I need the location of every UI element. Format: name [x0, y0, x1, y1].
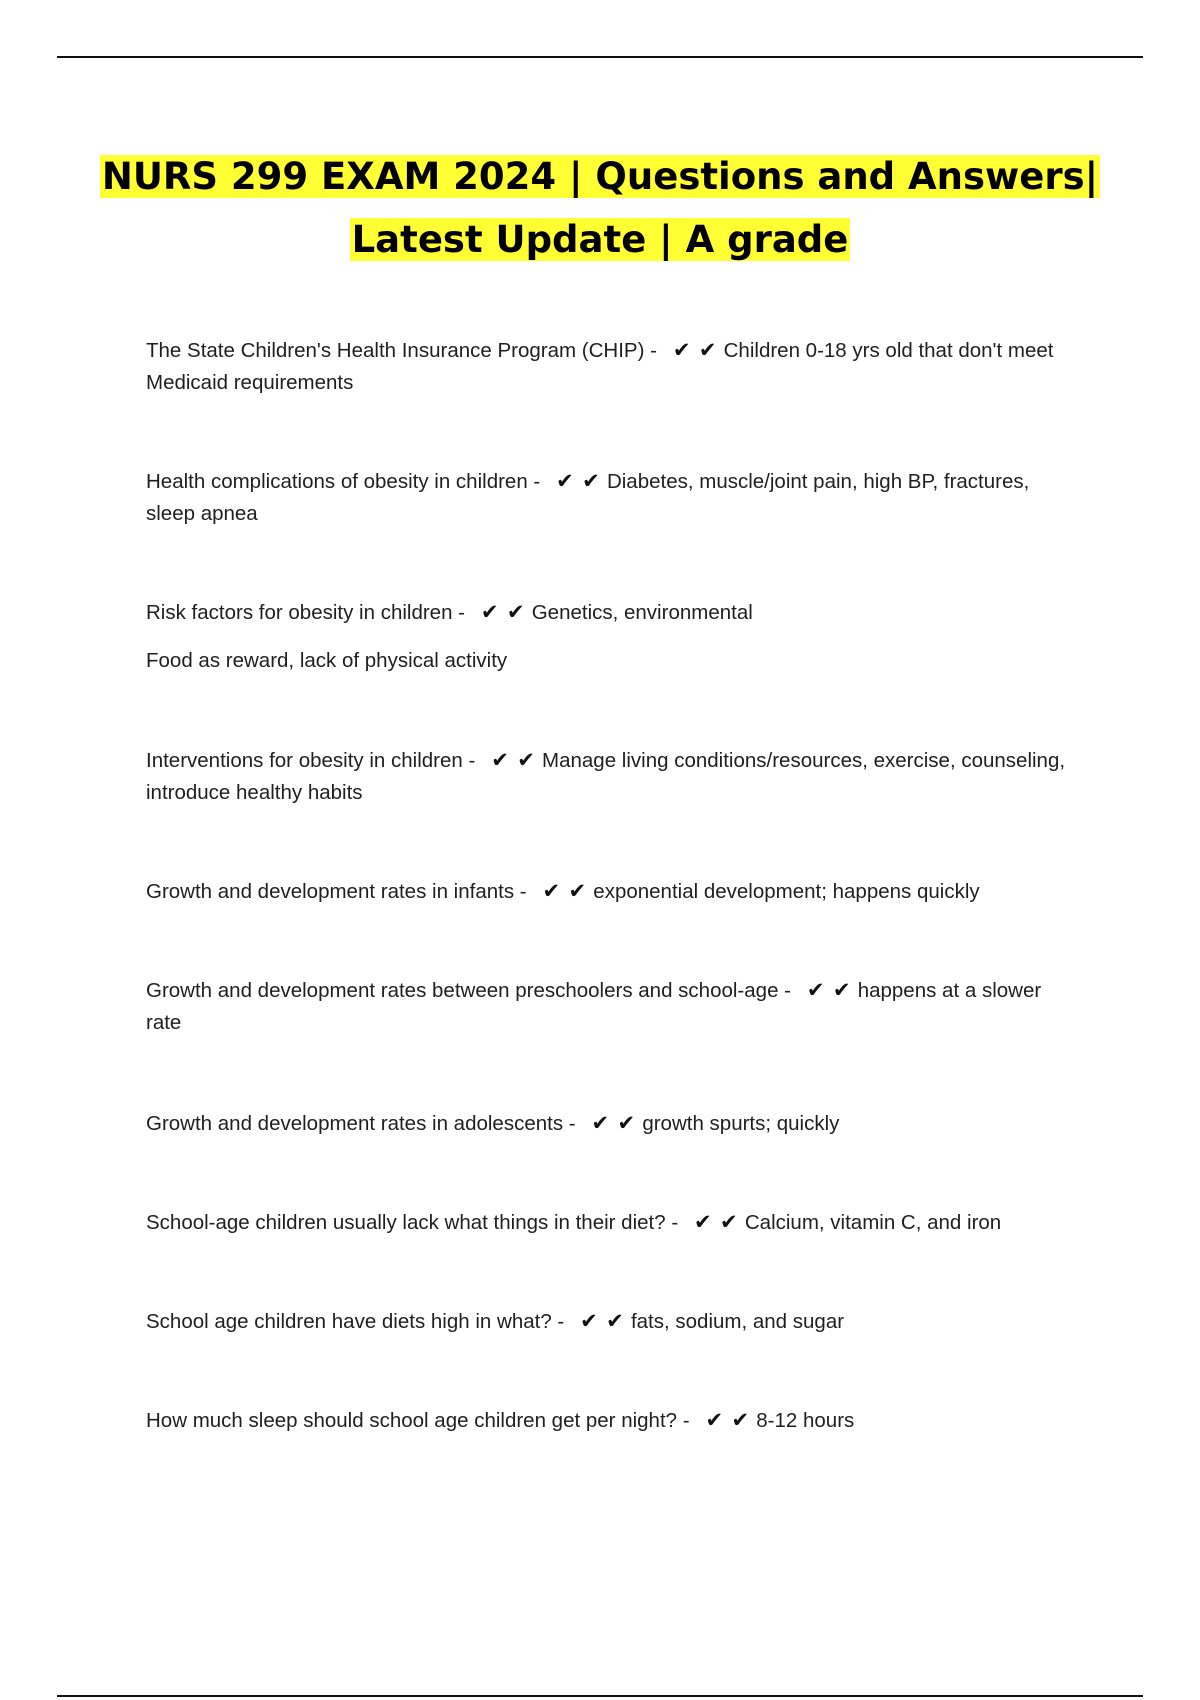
- qa-item: [146, 1404, 1081, 1437]
- check-icon: ✔: [556, 469, 574, 493]
- check-icon: ✔: [606, 1309, 624, 1333]
- check-icon: ✔: [698, 338, 717, 362]
- check-icon: ✔: [491, 748, 509, 772]
- qa-item: [146, 465, 1081, 530]
- question-text: Growth and development rates in adolescents -: [146, 1112, 576, 1135]
- qa-item: [146, 1305, 1081, 1338]
- check-icons: [701, 1404, 753, 1436]
- answer-text: happens at a slower rate: [146, 979, 1042, 1034]
- check-icon: ✔: [591, 1111, 610, 1135]
- check-icons: [669, 334, 721, 366]
- top-rule: [57, 56, 1143, 58]
- question-text: Risk factors for obesity in children -: [146, 601, 466, 624]
- question-text: School-age children usually lack what things in their diet? -: [146, 1211, 679, 1234]
- check-icon: ✔: [542, 879, 561, 903]
- bottom-rule: [57, 1695, 1143, 1697]
- question-text: School age children have diets high in what? -: [146, 1310, 565, 1333]
- check-icon: ✔: [720, 1210, 738, 1234]
- answer-text: Diabetes, muscle/joint pain, high BP, fractures, sleep apnea: [146, 470, 1030, 525]
- document-title: [0, 145, 1200, 271]
- check-icons: [552, 465, 604, 497]
- answer-text: fats, sodium, and sugar: [630, 1310, 845, 1333]
- qa-item: [146, 875, 1081, 908]
- check-icon: ✔: [832, 978, 851, 1002]
- check-icons: [587, 1107, 639, 1139]
- check-icon: ✔: [694, 1210, 712, 1234]
- question-text: Health complications of obesity in children -: [146, 470, 541, 493]
- check-icon: ✔: [506, 600, 525, 624]
- qa-item: [146, 1206, 1081, 1239]
- title-line-1: NURS 299 EXAM 2024 | Questions and Answers|: [101, 155, 1099, 198]
- answer-text: exponential development; happens quickly: [593, 880, 980, 903]
- question-text: Interventions for obesity in children -: [146, 749, 476, 772]
- question-text: The State Children's Health Insurance Program (CHIP) -: [146, 339, 657, 362]
- check-icon: ✔: [582, 469, 600, 493]
- check-icons: [477, 596, 529, 628]
- answer-text: Calcium, vitamin C, and iron: [744, 1211, 1002, 1234]
- check-icon: ✔: [568, 879, 587, 903]
- check-icon: ✔: [580, 1309, 598, 1333]
- check-icons: [576, 1305, 628, 1337]
- answer-text: Genetics, environmental: [531, 601, 753, 624]
- answer-continuation: Food as reward, lack of physical activity: [146, 649, 508, 672]
- check-icons: [803, 974, 855, 1006]
- check-icon: ✔: [517, 748, 535, 772]
- check-icons: [538, 875, 590, 907]
- check-icon: ✔: [806, 978, 825, 1002]
- qa-item: [146, 744, 1081, 809]
- check-icons: [690, 1206, 742, 1238]
- check-icon: ✔: [705, 1408, 724, 1432]
- qa-item: [146, 596, 1081, 629]
- title-line-2: Latest Update | A grade: [351, 218, 849, 261]
- answer-text: growth spurts; quickly: [642, 1112, 840, 1135]
- check-icon: ✔: [731, 1408, 750, 1432]
- qa-item: [146, 1107, 1081, 1140]
- question-text: Growth and development rates between preschoolers and school-age -: [146, 979, 791, 1002]
- answer-text: Children 0-18 yrs old that don't meet Medicaid requirements: [146, 339, 1054, 394]
- question-text: Growth and development rates in infants -: [146, 880, 527, 903]
- check-icon: ✔: [480, 600, 499, 624]
- check-icon: ✔: [672, 338, 691, 362]
- qa-item: [146, 334, 1081, 399]
- qa-item: [146, 974, 1081, 1039]
- check-icons: [487, 744, 539, 776]
- answer-text: 8-12 hours: [756, 1409, 855, 1432]
- check-icon: ✔: [617, 1111, 636, 1135]
- question-text: How much sleep should school age children get per night? -: [146, 1409, 690, 1432]
- answer-text: Manage living conditions/resources, exercise, counseling, introduce healthy habits: [146, 749, 1066, 804]
